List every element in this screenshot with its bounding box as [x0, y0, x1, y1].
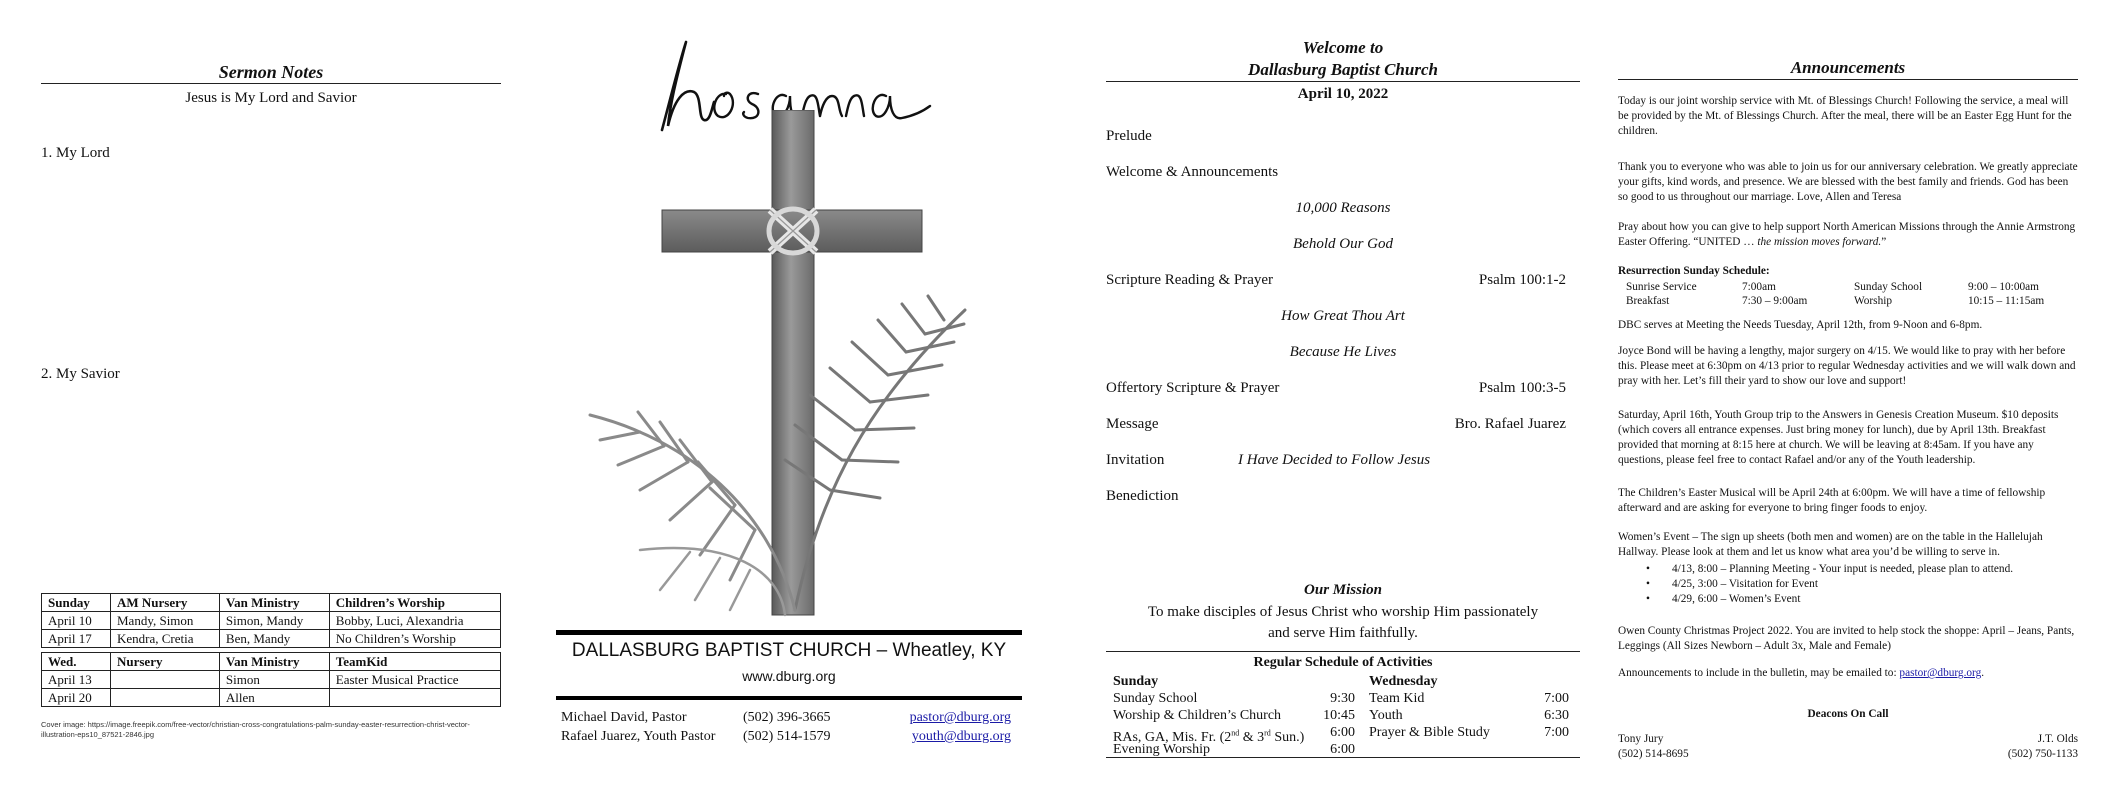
regular-schedule-title: Regular Schedule of Activities [1253, 655, 1433, 670]
deacon-name: J.T. Olds [2037, 733, 2078, 745]
mission-title: Our Mission [1304, 582, 1382, 598]
table-header-row [42, 594, 501, 612]
schedule-row [1113, 690, 1355, 707]
deacons-title: Deacons On Call [1807, 708, 1889, 720]
table-cell [110, 671, 219, 689]
table-header-cell: Van Ministry [219, 594, 329, 612]
sermon-subtitle: Jesus is My Lord and Savior [185, 90, 357, 106]
announcement-text: the mission moves forward. [1757, 236, 1882, 248]
table-row [42, 689, 501, 707]
table-cell: April 17 [42, 630, 111, 648]
divider [556, 696, 1022, 700]
song-title-text: Behold Our God [1293, 236, 1393, 252]
sermon-point-2: 2. My Savior [41, 366, 120, 382]
order-item [1106, 416, 1580, 436]
cover-image-credit: Cover image: https://image.freepik.com/free-vector/christian-cross-congratulations-palm-sunday-easter-resurrection-christ-vector-illustration-eps10_87521-2846.jpg [41, 720, 470, 739]
table-row [42, 630, 501, 648]
table-header-cell: Sunday [42, 594, 111, 612]
church-name-location: DALLASBURG BAPTIST CHURCH – Wheatley, KY [571, 640, 1007, 661]
wednesday-schedule [1369, 673, 1569, 741]
announcement-paragraph: Owen County Christmas Project 2022. You are invited to help stock the shoppe: April – Jeans, Pants, Leggings (All Sizes Newborn – Adult 3x, Male and Female) [1618, 625, 2075, 652]
table-header-cell: Van Ministry [219, 653, 329, 671]
table-cell: Mandy, Simon [110, 612, 219, 630]
contact-name: Michael David, Pastor [561, 710, 687, 725]
order-item [1106, 128, 1580, 148]
list-item: • 4/29, 6:00 – Women’s Event [1640, 592, 2070, 607]
announcement-paragraph [1618, 220, 2078, 250]
schedule-time: 6:30 [1544, 708, 1569, 723]
song-title-text: I Have Decided to Follow Jesus [1238, 452, 1431, 468]
announcement-paragraph: The Children’s Easter Musical will be April 24th at 6:00pm. We will have a time of fellowship afterward and are asking for everyone to bring finger foods to enjoy. [1618, 487, 2046, 514]
scripture-reference: Psalm 100:3-5 [1478, 380, 1566, 396]
schedule-row [1113, 741, 1355, 758]
table-cell: Kendra, Cretia [110, 630, 219, 648]
order-item-label: Welcome & Announcements [1106, 164, 1279, 180]
contact-phone: (502) 396-3665 [743, 710, 831, 725]
deacon-phone: (502) 750-1133 [2007, 748, 2078, 760]
table-cell: April 13 [42, 671, 111, 689]
schedule-row [1618, 280, 2078, 294]
sermon-point-1: 1. My Lord [41, 145, 110, 161]
song-title-text: How Great Thou Art [1281, 308, 1405, 324]
divider [1106, 757, 1580, 758]
list-item: • 4/25, 3:00 – Visitation for Event [1640, 577, 2070, 592]
divider [1618, 79, 2078, 80]
schedule-time: 6:00 [1330, 725, 1355, 740]
table-cell: Allen [219, 689, 329, 707]
schedule-day-label: Sunday [1113, 674, 1159, 689]
announcement-paragraph: Today is our joint worship service with Mt. of Blessings Church! Following the service, a meal will be provided by the Mt. of Blessings Church. After the meal, there will be an Easter Egg Hunt for the children. [1618, 95, 2072, 137]
list-item: • 4/13, 8:00 – Planning Meeting - Your input is needed, please plan to attend. [1640, 562, 2070, 577]
resurrection-schedule [1618, 280, 2078, 308]
announcement-paragraph: Saturday, April 16th, Youth Group trip to the Answers in Genesis Creation Museum. $10 deposits (which covers all entrance expenses. Just bring money for lunch), due by April 13th. Breakfast provided that morning at 8:15 here at church. We will be leaving at 8:45am. If you have any questions, please feel free to contact Rafael and/or any of the Youth leadership. [1618, 409, 2059, 466]
song-title-text: 10,000 Reasons [1295, 200, 1391, 216]
order-item-label: Invitation [1106, 452, 1165, 468]
bulletin-email-link[interactable]: pastor@dburg.org [1899, 667, 1982, 679]
order-item [1106, 452, 1580, 472]
schedule-time: 9:30 [1330, 691, 1355, 706]
schedule-cell: 7:00am [1742, 281, 1776, 293]
deacon-contact [2008, 732, 2078, 762]
schedule-time: 7:00 [1544, 725, 1569, 740]
schedule-activity: Team Kid [1369, 691, 1425, 706]
sunday-schedule [1113, 673, 1355, 758]
table-cell: No Children’s Worship [329, 630, 500, 648]
divider [41, 83, 501, 84]
deacon-phone: (502) 514-8695 [1618, 748, 1689, 760]
table-cell: Easter Musical Practice [329, 671, 500, 689]
womens-event-list [1640, 562, 2070, 607]
table-cell: Simon, Mandy [219, 612, 329, 630]
schedule-row [1369, 707, 1569, 724]
table-header-cell: Nursery [110, 653, 219, 671]
announcement-paragraph: Thank you to everyone who was able to join us for our anniversary celebration. We greatly appreciate your gifts, kind words, and presence. We are blessed with the best family and friends. God has been so good to us throughout our marriage. Love, Allen and Teresa [1618, 161, 2078, 203]
contact-email-link[interactable]: youth@dburg.org [911, 729, 1011, 744]
table-cell [110, 689, 219, 707]
order-item [1106, 380, 1580, 400]
schedule-cell: 9:00 – 10:00am [1968, 281, 2039, 293]
song-title [1106, 236, 1580, 256]
serving-schedule [41, 593, 501, 707]
schedule-time: 7:00 [1544, 691, 1569, 706]
order-item-label: Offertory Scripture & Prayer [1106, 380, 1280, 396]
announcement-paragraph: DBC serves at Meeting the Needs Tuesday, April 12th, from 9-Noon and 6-8pm. [1618, 319, 1983, 331]
announcement-text: ” [1881, 236, 1887, 248]
table-cell: April 10 [42, 612, 111, 630]
schedule-time: 6:00 [1330, 742, 1355, 757]
mission-line: To make disciples of Jesus Christ who worship Him passionately [1147, 604, 1539, 620]
schedule-cell: Worship [1854, 295, 1892, 307]
resurrection-schedule-title: Resurrection Sunday Schedule: [1618, 265, 1770, 277]
table-header-cell: Wed. [42, 653, 111, 671]
schedule-row [1369, 724, 1569, 741]
schedule-cell: Sunrise Service [1626, 281, 1697, 293]
announcement-paragraph [1618, 666, 2078, 681]
song-title [1106, 344, 1580, 364]
mission-line: and serve Him faithfully. [1268, 625, 1418, 641]
table-row [42, 671, 501, 689]
table-header-row [42, 653, 501, 671]
table-row [42, 612, 501, 630]
divider [556, 630, 1022, 635]
schedule-row [1369, 690, 1569, 707]
deacon-name: Tony Jury [1618, 733, 1664, 745]
sermon-notes-title: Sermon Notes [218, 62, 324, 82]
schedule-row [1618, 294, 2078, 308]
schedule-time: 10:45 [1323, 708, 1355, 723]
table-header-cell: Children’s Worship [329, 594, 500, 612]
schedule-activity: Prayer & Bible Study [1369, 725, 1490, 740]
song-title [1106, 308, 1580, 328]
church-website[interactable]: www.dburg.org [742, 668, 836, 684]
contact-name: Rafael Juarez, Youth Pastor [561, 729, 716, 744]
schedule-cell: Sunday School [1854, 281, 1923, 293]
order-item [1106, 272, 1580, 292]
table-header-cell: TeamKid [329, 653, 500, 671]
schedule-activity: Youth [1369, 708, 1403, 723]
announcements-title: Announcements [1790, 58, 1906, 77]
order-item [1106, 164, 1580, 184]
announcement-text: Pray about how you can give to help support North American Missions through the Annie Armstrong Easter Offering. “UNITED … [1618, 221, 2076, 248]
song-title-text: Because He Lives [1289, 344, 1397, 360]
scripture-reference: Psalm 100:1-2 [1478, 272, 1566, 288]
song-title [1106, 200, 1580, 220]
order-item-label: Prelude [1106, 128, 1152, 144]
table-header-cell: AM Nursery [110, 594, 219, 612]
divider [1106, 81, 1580, 82]
table-cell: Ben, Mandy [219, 630, 329, 648]
schedule-cell: 10:15 – 11:15am [1968, 295, 2045, 307]
schedule-row [1113, 707, 1355, 724]
schedule-activity: Sunday School [1113, 691, 1198, 706]
schedule-row [1113, 724, 1355, 745]
schedule-activity: Evening Worship [1113, 742, 1210, 757]
church-heading: Dallasburg Baptist Church [1248, 60, 1438, 79]
cross-and-palm-illustration [580, 110, 1000, 620]
deacon-contact [1618, 732, 1689, 762]
service-date: April 10, 2022 [1297, 86, 1389, 102]
contact-email-link[interactable]: pastor@dburg.org [909, 710, 1011, 725]
order-item-label: Scripture Reading & Prayer [1106, 272, 1274, 288]
schedule-activity: Worship & Children’s Church [1113, 708, 1282, 723]
welcome-heading: Welcome to [1302, 38, 1384, 57]
divider [1106, 651, 1580, 652]
message-speaker: Bro. Rafael Juarez [1454, 416, 1566, 432]
order-item [1106, 488, 1580, 508]
announcement-paragraph: Women’s Event – The sign up sheets (both men and women) are on the table in the Hallelujah Hallway. Please look at them and let us know what area you’d be willing to serve in. [1618, 531, 2043, 558]
contact-phone: (502) 514-1579 [743, 729, 831, 744]
schedule-activity: RAs, GA, Mis. Fr. (2nd & 3rd Sun.) [1113, 728, 1305, 745]
table-cell: April 20 [42, 689, 111, 707]
order-item-label: Message [1106, 416, 1159, 432]
table-cell [329, 689, 500, 707]
table-cell: Simon [219, 671, 329, 689]
table-cell: Bobby, Luci, Alexandria [329, 612, 500, 630]
mission-statement [1106, 602, 1580, 644]
announcement-text: . [1981, 667, 1985, 679]
order-item-label: Benediction [1106, 488, 1179, 504]
announcement-text: Announcements to include in the bulletin, may be emailed to: [1618, 667, 1900, 679]
schedule-cell: 7:30 – 9:00am [1742, 295, 1808, 307]
schedule-cell: Breakfast [1626, 295, 1670, 307]
announcement-paragraph: Joyce Bond will be having a lengthy, major surgery on 4/15. We would like to pray with her before this. Please meet at 6:30pm on 4/13 prior to regular Wednesday activities and we will walk down and pray with her. Let’s fill their yard to show our love and support! [1618, 345, 2076, 387]
schedule-day-label: Wednesday [1369, 674, 1438, 689]
